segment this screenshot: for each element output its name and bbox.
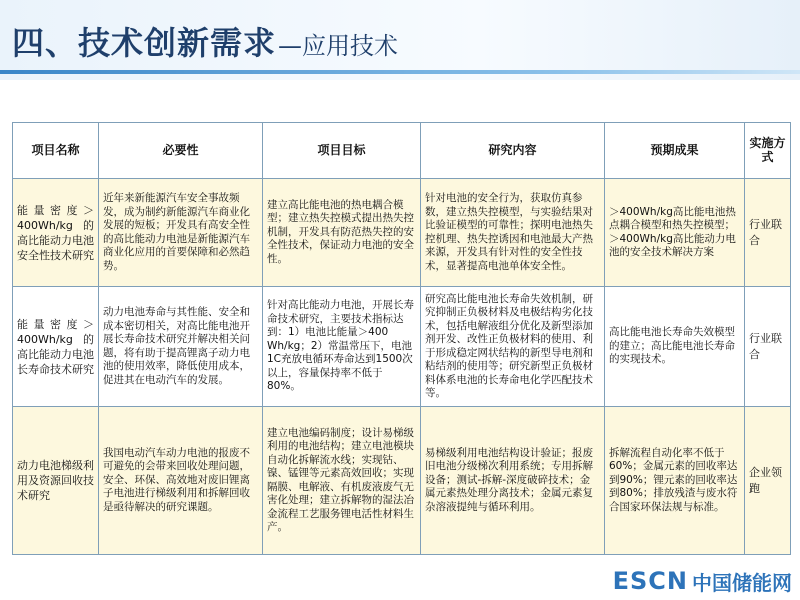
logo-text-cn: 中国储能网 [692, 570, 792, 595]
research-cell: 易梯级利用电池结构设计验证；报废旧电池分级梯次利用系统；专用拆解设备；测试-拆解-深度破碎技术；金属元素热处理分离技术；金属元素复杂溶液提纯与循环利用。 [421, 407, 605, 555]
col-header-outcome: 预期成果 [605, 123, 745, 179]
col-header-goal: 项目目标 [263, 123, 421, 179]
necessity-cell: 我国电动汽车动力电池的报废不可避免的会带来回收处理问题，安全、环保、高效地对废旧锂离子电池进行梯级利用和拆解回收是亟待解决的研究课题。 [99, 407, 263, 555]
requirements-table [12, 122, 790, 554]
outcome-cell: 拆解流程自动化率不低于60%；金属元素的回收率达到90%；锂元素的回收率达到80%；排放残渣与废水符合国家环保法规与标准。 [605, 407, 745, 555]
mode-cell: 行业联合 [745, 287, 791, 407]
project-name: 动力电池梯级利用及资源回收技术研究 [13, 407, 99, 555]
research-cell: 针对电池的安全行为，获取仿真参数，建立热失控模型，与实验结果对比验证模型的可靠性；探明电池热失控机理、热失控诱因和电池最大产热来源，开发具有针对性的安全性技术，显著提高电池单体安全性。 [421, 179, 605, 287]
table-row [13, 287, 791, 407]
goal-cell: 建立高比能电池的热电耦合模型；建立热失控模式提出热失控机制，开发具有防范热失控的安全性技术，保证动力电池的安全性。 [263, 179, 421, 287]
research-cell: 研究高比能电池长寿命失效机制，研究抑制正负极材料及电极结构劣化技术，包括电解液组分优化及新型添加剂开发、改性正负极材料的使用、利于形成稳定网状结构的新型导电剂和粘结剂的使用等；研究新型正负极材料体系电池的长寿命电化学匹配技术等。 [421, 287, 605, 407]
necessity-cell: 动力电池寿命与其性能、安全和成本密切相关，对高比能电池开展长寿命技术研究并解决相关问题，将有助于提高锂离子动力电池的使用效率，降低使用成本，促进其在电动汽车的发展。 [99, 287, 263, 407]
table-row [13, 407, 791, 555]
mode-cell: 企业领跑 [745, 407, 791, 555]
outcome-cell: 高比能电池长寿命失效模型的建立；高比能电池长寿命的实现技术。 [605, 287, 745, 407]
col-header-name: 项目名称 [13, 123, 99, 179]
title-sub: —应用技术 [278, 32, 399, 60]
col-header-mode: 实施方式 [745, 123, 791, 179]
table-header-row [13, 123, 791, 179]
col-header-research: 研究内容 [421, 123, 605, 179]
goal-cell: 针对高比能动力电池，开展长寿命技术研究，主要技术指标达到：1）电池比能量＞400 Wh/kg；2）常温常压下，电池1C充放电循环寿命达到1500次以上，容量保持率不低于80%。 [263, 287, 421, 407]
title-underline [0, 70, 800, 74]
goal-cell: 建立电池编码制度；设计易梯级利用的电池结构；建立电池模块自动化拆解流水线；实现钴、镍、锰锂等元素高效回收；实现隔膜、电解液、有机废液废气无害化处理；建立拆解物的湿法冶金流程工艺服务锂电活性材料生产。 [263, 407, 421, 555]
project-name: 能量密度＞400Wh/kg 的高比能动力电池安全性技术研究 [13, 179, 99, 287]
title-main: 四、技术创新需求 [12, 24, 277, 62]
outcome-cell: ＞400Wh/kg高比能电池热点耦合模型和热失控模型；＞400Wh/kg高比能动力电池的安全技术解决方案 [605, 179, 745, 287]
necessity-cell: 近年来新能源汽车安全事故频发，成为制约新能源汽车商业化发展的短板；开发具有高安全性的高比能动力电池是新能源汽车商业化应用的首要保障和必然趋势。 [99, 179, 263, 287]
col-header-necessity: 必要性 [99, 123, 263, 179]
table-row [13, 179, 791, 287]
slide-title [12, 18, 398, 62]
project-name: 能量密度＞400Wh/kg 的高比能动力电池长寿命技术研究 [13, 287, 99, 407]
escn-logo [613, 566, 792, 596]
logo-text-en: ESCN [612, 567, 688, 595]
mode-cell: 行业联合 [745, 179, 791, 287]
